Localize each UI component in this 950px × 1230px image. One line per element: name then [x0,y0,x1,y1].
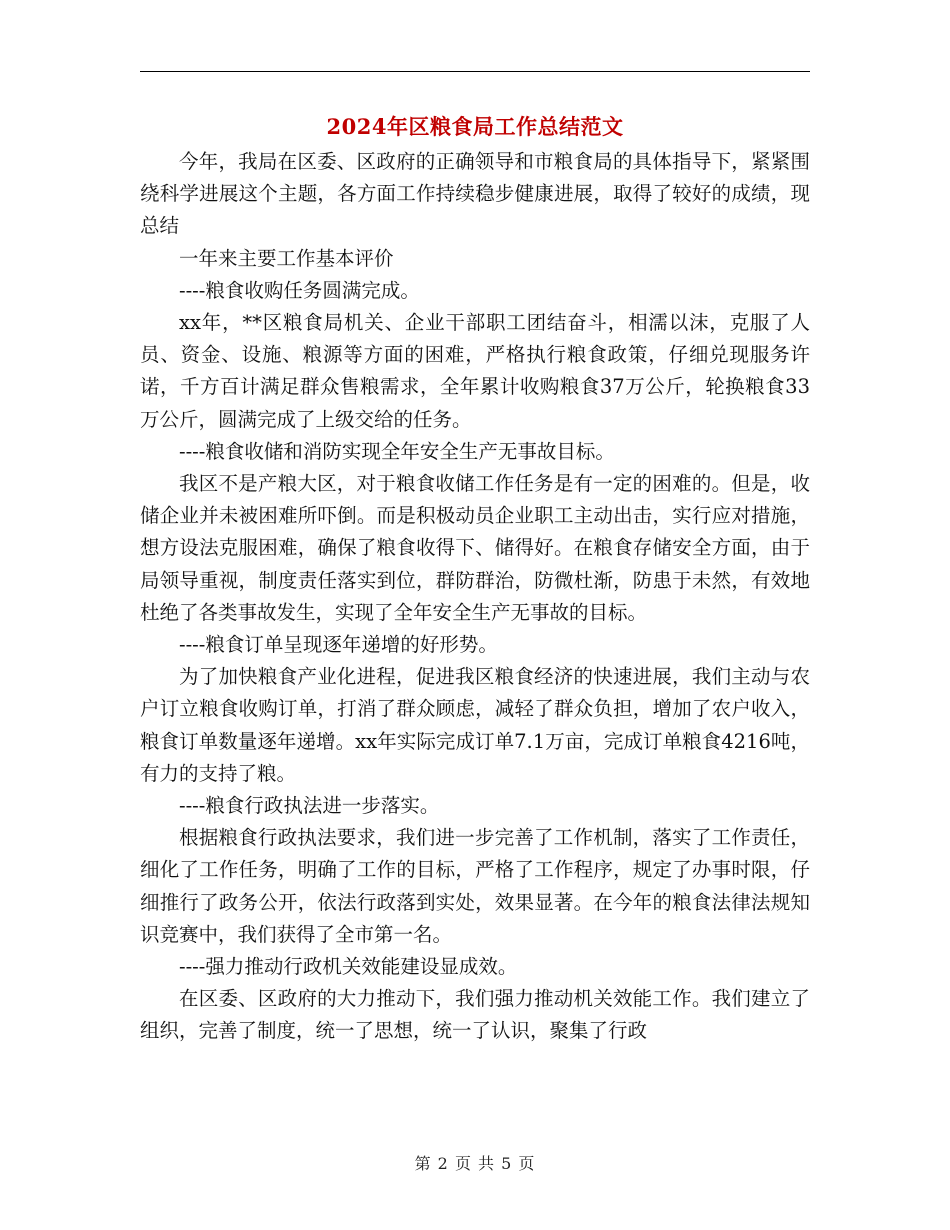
paragraph-storage-safety: 我区不是产粮大区，对于粮食收储工作任务是有一定的困难的。但是，收储企业并未被困难所吓倒。而是积极动员企业职工主动出击，实行应对措施，想方设法克服困难，确保了粮食收得下、储得好。在粮食存储安全方面，由于局领导重视，制度责任落实到位，群防群治，防微杜渐，防患于未然，有效地杜绝了各类事故发生，实现了全年安全生产无事故的目标。 [140,472,810,624]
subheading-law-enforcement: ----粮食行政执法进一步落实。 [179,794,440,818]
subheading-purchase: ----粮食收购任务圆满完成。 [179,278,420,302]
subheading-orders: ----粮食订单呈现逐年递增的好形势。 [179,633,498,657]
paragraph-orders: 为了加快粮食产业化进程，促进我区粮食经济的快速进展，我们主动与农户订立粮食收购订单，打消了群众顾虑，减轻了群众负担，增加了农户收入，粮食订单数量逐年递增。xx年实际完成订单7.1万亩，完成订单粮食4216吨，有力的支持了粮。 [140,665,810,785]
paragraph-efficiency: 在区委、区政府的大力推动下，我们强力推动机关效能工作。我们建立了组织，完善了制度，统一了思想，统一了认识，聚集了行政 [140,987,810,1043]
paragraph-purchase: xx年，**区粮食局机关、企业干部职工团结奋斗，相濡以沫，克服了人员、资金、设施、粮源等方面的困难，严格执行粮食政策，仔细兑现服务许诺，千方百计满足群众售粮需求，全年累计收购粮食37万公斤，轮换粮食33万公斤，圆满完成了上级交给的任务。 [140,311,810,431]
header-rule [140,71,810,72]
paragraph-law-enforcement: 根据粮食行政执法要求，我们进一步完善了工作机制，落实了工作责任，细化了工作任务，明确了工作的目标，严格了工作程序，规定了办事时限，仔细推行了政务公开，依法行政落到实处，效果显著。在今年的粮食法律法规知识竞赛中，我们获得了全市第一名。 [140,826,810,946]
subheading-efficiency: ----强力推动行政机关效能建设显成效。 [179,955,518,979]
document-body [140,146,810,1048]
section-heading: 一年来主要工作基本评价 [179,246,394,270]
document-title: 2024年区粮食局工作总结范文 [326,114,624,139]
paragraph-intro: 今年，我局在区委、区政府的正确领导和市粮食局的具体指导下，紧紧围绕科学进展这个主题，各方面工作持续稳步健康进展，取得了较好的成绩，现总结 [140,150,810,238]
page-number-footer: 第 2 页 共 5 页 [414,1154,536,1173]
subheading-storage-safety: ----粮食收储和消防实现全年安全生产无事故目标。 [179,439,615,463]
